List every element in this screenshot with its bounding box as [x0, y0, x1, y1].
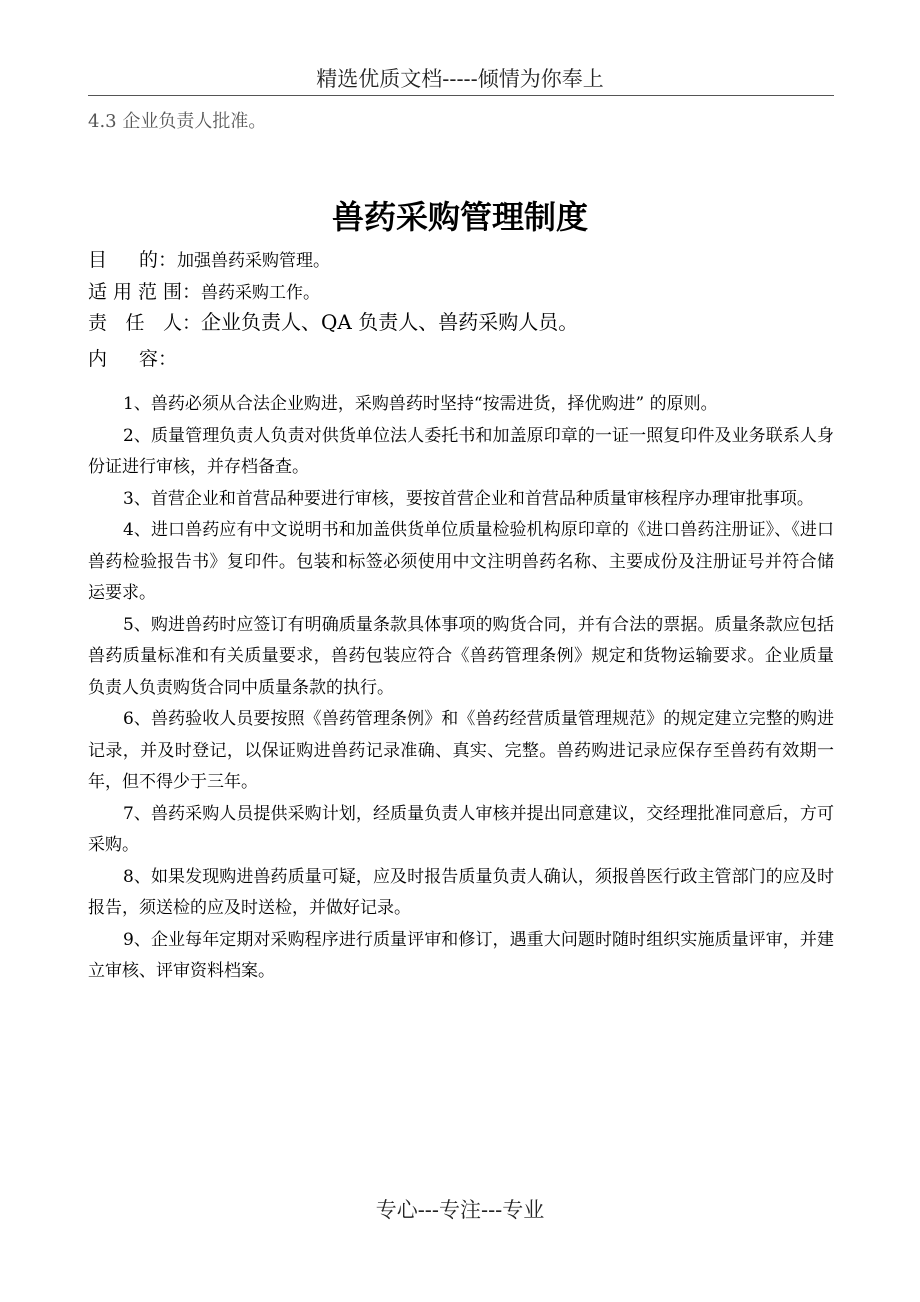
clause-list: [88, 389, 834, 988]
document-title: 兽药采购管理制度: [331, 198, 588, 236]
meta-row-responsible: [88, 308, 578, 338]
meta-colon: ：: [158, 249, 178, 271]
clause-5: 5、购进兽药时应签订有明确质量条款具体事项的购货合同，并有合法的票据。质量条款应包括兽药质量标准和有关质量要求，兽药包装应符合《兽药管理条例》规定和货物运输要求。企业质量负责人负责购货合同中质量条款的执行。: [88, 614, 834, 698]
meta-label-purpose: 目的: [88, 249, 158, 271]
meta-row-scope: [88, 278, 320, 307]
header-divider: [88, 95, 834, 96]
previous-section-last-line: 4.3 企业负责人批准。: [88, 111, 267, 132]
meta-row-purpose: [88, 246, 330, 275]
meta-label-responsible: 责任人: [88, 312, 182, 334]
meta-colon: ：: [158, 348, 178, 370]
meta-label-scope: 适用范围: [88, 281, 182, 303]
meta-colon: ：: [182, 281, 202, 303]
clause-4: 4、进口兽药应有中文说明书和加盖供货单位质量检验机构原印章的《进口兽药注册证》、《进口兽药检验报告书》复印件。包装和标签必须使用中文注明兽药名称、主要成份及注册证号并符合储运要求。: [88, 520, 834, 603]
clause-7: 7、兽药采购人员提供采购计划，经质量负责人审核并提出同意建议，交经理批准同意后，方可采购。: [88, 803, 834, 855]
clause-6: 6、兽药验收人员要按照《兽药管理条例》和《兽药经营质量管理规范》的规定建立完整的购进记录，并及时登记，以保证购进兽药记录准确、真实、完整。兽药购进记录应保存至兽药有效期一年，但不得少于三年。: [88, 709, 834, 792]
meta-row-content: [88, 345, 177, 374]
meta-label-content: 内容: [88, 348, 158, 370]
page-header: 精选优质文档-----倾情为你奉上: [316, 67, 604, 91]
meta-value-purpose: 加强兽药采购管理。: [177, 251, 331, 271]
meta-colon: ：: [182, 312, 202, 334]
page-footer: 专心---专注---专业: [375, 1198, 545, 1222]
meta-value-responsible: 企业负责人、QA 负责人、兽药采购人员。: [201, 310, 579, 334]
clause-9: 9、企业每年定期对采购程序进行质量评审和修订，遇重大问题时随时组织实施质量评审，并建立审核、评审资料档案。: [88, 929, 834, 981]
clause-2: 2、质量管理负责人负责对供货单位法人委托书和加盖原印章的一证一照复印件及业务联系人身份证进行审核，并存档备查。: [88, 425, 834, 477]
clause-3: 3、首营企业和首营品种要进行审核，要按首营企业和首营品种质量审核程序办理审批事项。: [123, 488, 814, 509]
clause-8: 8、如果发现购进兽药质量可疑，应及时报告质量负责人确认，须报兽医行政主管部门的应及时报告，须送检的应及时送检，并做好记录。: [88, 866, 834, 918]
clause-1: 1、兽药必须从合法企业购进，采购兽药时坚持“按需进货，择优购进” 的原则。: [123, 394, 718, 414]
meta-value-scope: 兽药采购工作。: [201, 283, 321, 303]
